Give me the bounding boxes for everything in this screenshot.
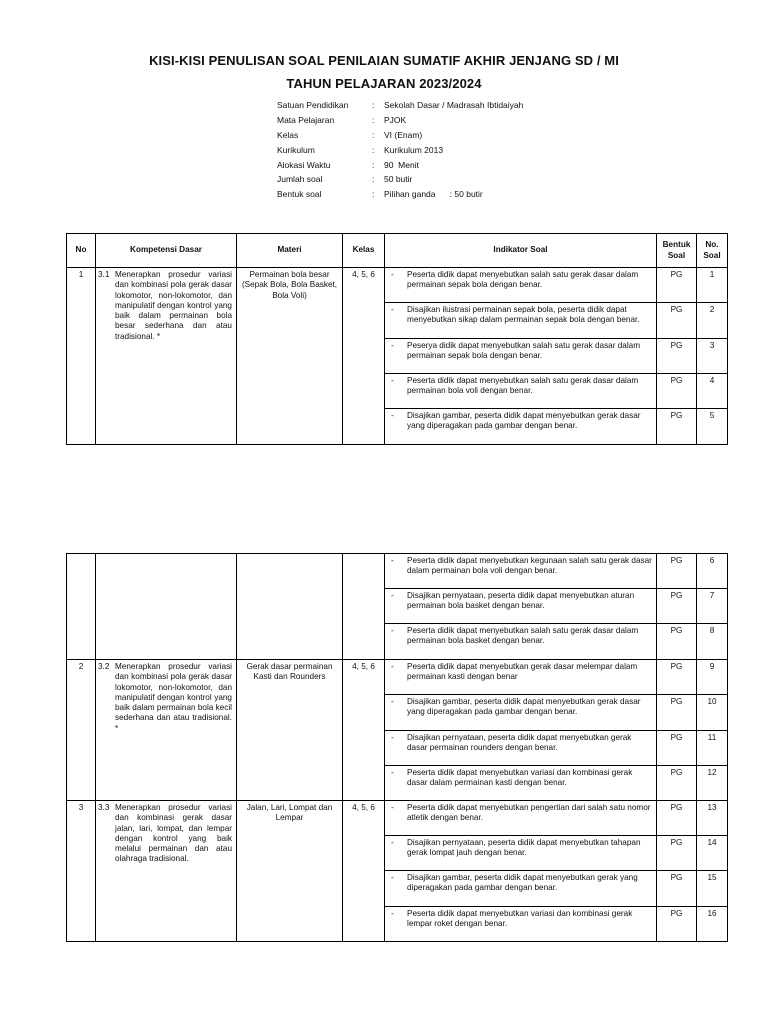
no-soal-cell: 10 xyxy=(697,695,728,731)
header-no-soal: No. Soal xyxy=(697,234,728,268)
indikator-cell xyxy=(385,589,657,624)
row-number: 3 xyxy=(67,801,96,942)
indikator-text: Peserta didik dapat menyebutkan salah satu gerak dasar dalam permainan bola basket dengan benar. xyxy=(407,626,639,646)
info-colon: : xyxy=(372,174,375,185)
identity-block xyxy=(277,98,523,202)
indikator-cell xyxy=(385,409,657,445)
indikator-text: Disajikan gambar, peserta didik dapat menyebutkan gerak yang diperagakan pada gambar dengan benar. xyxy=(407,873,638,893)
indikator-text: Disajikan pernyataan, peserta didik dapat menyebutkan gerak dasar permainan rounders dengan benar. xyxy=(407,733,632,753)
no-soal-cell: 5 xyxy=(697,409,728,445)
indikator-cell xyxy=(385,374,657,409)
info-colon: : xyxy=(372,100,375,110)
header-kompetensi-dasar: Kompetensi Dasar xyxy=(96,234,237,268)
no-soal-cell: 6 xyxy=(697,554,728,589)
kompetensi-dasar-cell xyxy=(96,268,237,445)
bentuk-soal-cell: PG xyxy=(657,303,697,339)
bullet-dash: - xyxy=(391,305,394,314)
no-soal-cell: 9 xyxy=(697,660,728,695)
bullet-dash: - xyxy=(391,626,394,635)
bullet-dash: - xyxy=(391,909,394,918)
bentuk-soal-cell: PG xyxy=(657,660,697,695)
bullet-dash: - xyxy=(391,341,394,350)
kd-text: Menerapkan prosedur variasi dan kombinasi pola gerak dasar lokomotor, non-lokomotor, dan manipulatif dengan kontrol yang baik dalam permainan bola besar sederhana dan atau tradisional. * xyxy=(115,270,232,341)
document-title: KISI-KISI PENULISAN SOAL PENILAIAN SUMATIF AKHIR JENJANG SD / MI xyxy=(149,53,619,68)
kd-number: 3.1 xyxy=(98,270,110,279)
info-label: Bentuk soal xyxy=(277,189,322,200)
indikator-text: Peserta didik dapat menyebutkan salah satu gerak dasar dalam permainan bola voli dengan benar. xyxy=(407,376,639,396)
no-soal-cell: 4 xyxy=(697,374,728,409)
kd-text: Menerapkan prosedur variasi dan kombinasi gerak dasar jalan, lari, lompat, dan lempar dengan kontrol yang baik melalui permainan dan atau olahraga tradisional. xyxy=(115,803,232,864)
no-soal-cell: 16 xyxy=(697,907,728,942)
no-soal-cell: 7 xyxy=(697,589,728,624)
row-number-empty xyxy=(67,554,96,660)
kd-empty xyxy=(96,554,237,660)
bullet-dash: - xyxy=(391,733,394,742)
kd-text: Menerapkan prosedur variasi dan kombinasi pola gerak dasar lokomotor, non-lokomotor, dan manipulatif dengan kontrol yang baik dalam permainan bola kecil sederhana dan atau tradisional. * xyxy=(115,662,232,733)
kompetensi-dasar-cell xyxy=(96,801,237,942)
bentuk-soal-cell: PG xyxy=(657,339,697,374)
no-soal-cell: 15 xyxy=(697,871,728,907)
table-row xyxy=(67,268,728,303)
indikator-cell xyxy=(385,801,657,836)
kelas-empty xyxy=(343,554,385,660)
kelas-cell: 4, 5, 6 xyxy=(343,660,385,801)
materi-cell: Jalan, Lari, Lompat dan Lempar xyxy=(237,801,343,942)
bentuk-soal-cell: PG xyxy=(657,766,697,801)
info-value: 50 butir xyxy=(384,174,413,185)
info-value: PJOK xyxy=(384,114,407,125)
kisi-kisi-table-page2 xyxy=(66,553,728,942)
header-kelas: Kelas xyxy=(343,234,385,268)
header-materi: Materi xyxy=(237,234,343,268)
info-label: Mata Pelajaran xyxy=(277,114,335,125)
info-colon: : xyxy=(372,144,375,155)
indikator-text: Peserya didik dapat menyebutkan salah satu gerak dasar dalam permainan sepak bola dengan benar. xyxy=(407,341,641,361)
indikator-text: Peserta didik dapat menyebutkan salah satu gerak dasar dalam permainan sepak bola dengan benar. xyxy=(407,270,639,290)
indikator-text: Disajikan ilustrasi permainan sepak bola, peserta didik dapat menyebutkan sikap dalam permainan sepak bola dengan benar. xyxy=(407,305,640,325)
indikator-cell xyxy=(385,766,657,801)
info-label: Jumlah soal xyxy=(277,174,323,185)
indikator-text: Peserta didik dapat menyebutkan variasi dan kombinasi gerak lempar roket dengan benar. xyxy=(407,909,633,929)
header-indikator-soal: Indikator Soal xyxy=(385,234,657,268)
info-label: Kelas xyxy=(277,129,299,140)
bentuk-soal-cell: PG xyxy=(657,801,697,836)
indikator-cell xyxy=(385,554,657,589)
indikator-cell xyxy=(385,339,657,374)
no-soal-cell: 14 xyxy=(697,836,728,871)
bentuk-soal-cell: PG xyxy=(657,554,697,589)
bentuk-soal-cell: PG xyxy=(657,268,697,303)
kd-number: 3.2 xyxy=(98,662,110,671)
info-value: Sekolah Dasar / Madrasah Ibtidaiyah xyxy=(384,100,524,110)
kelas-cell: 4, 5, 6 xyxy=(343,801,385,942)
indikator-text: Peserta didik dapat menyebutkan variasi dan kombinasi gerak dasar dalam permainan kasti dengan benar. xyxy=(407,768,633,788)
info-row-mapel xyxy=(277,113,523,128)
info-colon: : xyxy=(372,159,375,170)
bullet-dash: - xyxy=(391,662,394,671)
bentuk-soal-cell: PG xyxy=(657,624,697,660)
bentuk-soal-cell: PG xyxy=(657,374,697,409)
header-bentuk-soal: Bentuk Soal xyxy=(657,234,697,268)
indikator-text: Peserta didik dapat menyebutkan gerak dasar melempar dalam permainan kasti dengan benar xyxy=(407,662,638,682)
no-soal-cell: 8 xyxy=(697,624,728,660)
bentuk-soal-cell: PG xyxy=(657,409,697,445)
materi-empty xyxy=(237,554,343,660)
info-label: Satuan Pendidikan xyxy=(277,100,349,110)
document-subtitle: TAHUN PELAJARAN 2023/2024 xyxy=(286,76,482,91)
kompetensi-dasar-cell xyxy=(96,660,237,801)
kisi-kisi-table-page1 xyxy=(66,233,728,445)
table-row xyxy=(67,801,728,836)
info-row-satuan xyxy=(277,98,523,113)
bullet-dash: - xyxy=(391,591,394,600)
bullet-dash: - xyxy=(391,376,394,385)
kelas-cell: 4, 5, 6 xyxy=(343,268,385,445)
bullet-dash: - xyxy=(391,411,394,420)
bullet-dash: - xyxy=(391,838,394,847)
kd-number: 3.3 xyxy=(98,803,110,812)
bentuk-soal-cell: PG xyxy=(657,907,697,942)
bentuk-soal-cell: PG xyxy=(657,731,697,766)
bullet-dash: - xyxy=(391,768,394,777)
bentuk-soal-cell: PG xyxy=(657,589,697,624)
no-soal-cell: 13 xyxy=(697,801,728,836)
indikator-cell xyxy=(385,871,657,907)
no-soal-cell: 11 xyxy=(697,731,728,766)
info-colon: : xyxy=(372,114,375,125)
info-value: Kurikulum 2013 xyxy=(384,144,444,155)
bullet-dash: - xyxy=(391,697,394,706)
bentuk-soal-cell: PG xyxy=(657,871,697,907)
info-label: Alokasi Waktu xyxy=(277,159,331,170)
info-colon: : xyxy=(372,189,375,200)
indikator-cell xyxy=(385,624,657,660)
indikator-text: Disajikan pernyataan, peserta didik dapat menyebutkan tahapan gerak lompat jauh dengan benar. xyxy=(407,838,641,858)
info-row-kurikulum xyxy=(277,143,523,158)
no-soal-cell: 3 xyxy=(697,339,728,374)
indikator-cell xyxy=(385,303,657,339)
indikator-cell xyxy=(385,836,657,871)
info-row-alokasi xyxy=(277,158,523,173)
info-value: VI (Enam) xyxy=(384,129,423,140)
indikator-cell xyxy=(385,695,657,731)
indikator-text: Peserta didik dapat menyebutkan pengertian dari salah satu nomor atletik dengan benar. xyxy=(407,803,651,823)
info-colon: : xyxy=(372,129,375,140)
row-number: 1 xyxy=(67,268,96,445)
info-value: Pilihan ganda : 50 butir xyxy=(384,189,483,200)
bullet-dash: - xyxy=(391,873,394,882)
table-row xyxy=(67,660,728,695)
table-row xyxy=(67,554,728,589)
bentuk-soal-cell: PG xyxy=(657,836,697,871)
materi-cell: Permainan bola besar (Sepak Bola, Bola Basket, Bola Voli) xyxy=(237,268,343,445)
table-header-row xyxy=(67,234,728,268)
info-value: 90 Menit xyxy=(384,159,419,170)
indikator-text: Disajikan pernyataan, peserta didik dapat menyebutkan aturan permainan bola basket dengan benar. xyxy=(407,591,635,611)
bullet-dash: - xyxy=(391,270,394,279)
indikator-text: Disajikan gambar, peserta didik dapat menyebutkan gerak dasar yang diperagakan pada gambar dengan benar. xyxy=(407,697,641,717)
row-number: 2 xyxy=(67,660,96,801)
indikator-cell xyxy=(385,660,657,695)
info-row-jumlah xyxy=(277,172,523,187)
indikator-cell xyxy=(385,268,657,303)
info-row-bentuk xyxy=(277,187,523,202)
info-row-kelas xyxy=(277,128,523,143)
bullet-dash: - xyxy=(391,803,394,812)
materi-cell: Gerak dasar permainan Kasti dan Rounders xyxy=(237,660,343,801)
no-soal-cell: 1 xyxy=(697,268,728,303)
indikator-text: Peserta didik dapat menyebutkan kegunaan salah satu gerak dasar dalam permainan bola voli dengan benar. xyxy=(407,556,652,576)
info-label: Kurikulum xyxy=(277,144,315,155)
bentuk-soal-cell: PG xyxy=(657,695,697,731)
indikator-cell xyxy=(385,907,657,942)
header-no: No xyxy=(67,234,96,268)
no-soal-cell: 2 xyxy=(697,303,728,339)
indikator-text: Disajikan gambar, peserta didik dapat menyebutkan gerak dasar yang diperagakan pada gambar dengan benar. xyxy=(407,411,641,431)
no-soal-cell: 12 xyxy=(697,766,728,801)
bullet-dash: - xyxy=(391,556,394,565)
indikator-cell xyxy=(385,731,657,766)
